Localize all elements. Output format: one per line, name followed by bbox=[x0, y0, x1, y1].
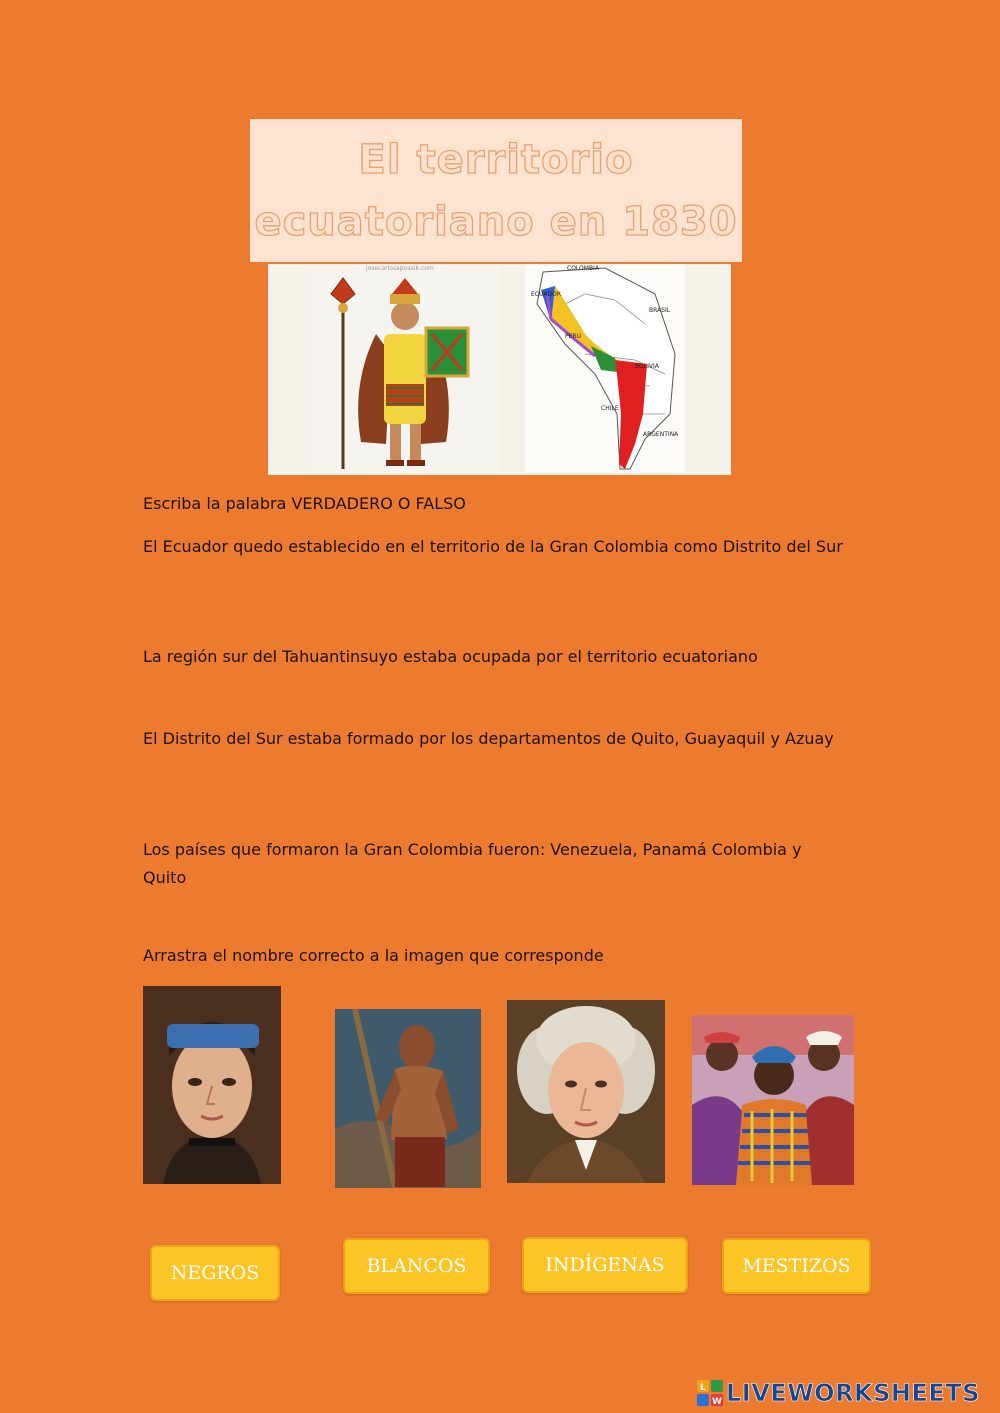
statement-1: El Ecuador quedo establecido en el territorio de la Gran Colombia como Distrito del Sur bbox=[143, 537, 843, 556]
svg-text:W: W bbox=[712, 1397, 722, 1406]
statement-2: La región sur del Tahuantinsuyo estaba ocupada por el territorio ecuatoriano bbox=[143, 647, 758, 666]
photo-african-descent-women bbox=[692, 1015, 854, 1185]
heading-prefix: Escriba la palabra bbox=[143, 494, 292, 513]
page-title-line-2: ecuatoriano en 1830 bbox=[254, 198, 738, 245]
svg-text:ARGENTINA: ARGENTINA bbox=[643, 431, 679, 438]
drag-heading: Arrastra el nombre correcto a la imagen que corresponde bbox=[143, 946, 604, 965]
svg-text:PERU: PERU bbox=[565, 333, 581, 340]
statement-4: Los países que formaron la Gran Colombia fueron: Venezuela, Panamá Colombia y Quito bbox=[143, 840, 802, 887]
chip-blancos[interactable]: BLANCOS bbox=[343, 1238, 490, 1294]
svg-text:BRASIL: BRASIL bbox=[649, 307, 671, 314]
svg-text:CHILE: CHILE bbox=[601, 405, 619, 412]
south-america-map bbox=[525, 264, 685, 472]
portrait-indigenous-worker bbox=[335, 1009, 481, 1188]
svg-text:BOLIVIA: BOLIVIA bbox=[635, 363, 659, 370]
heading-emphasis: VERDADERO O FALSO bbox=[291, 494, 466, 513]
hero-image-strip bbox=[268, 264, 731, 475]
brand-name: LIVEWORKSHEETS bbox=[726, 1379, 980, 1407]
svg-text:ECUADOR: ECUADOR bbox=[531, 291, 561, 298]
title-box bbox=[250, 119, 742, 262]
inca-warrior-illustration bbox=[306, 264, 501, 472]
svg-text:L: L bbox=[700, 1383, 706, 1393]
portrait-mestiza-woman bbox=[143, 986, 281, 1184]
figure-caption: josecarlosapvasik.com bbox=[366, 265, 434, 272]
svg-text:COLOMBIA: COLOMBIA bbox=[567, 265, 599, 272]
true-false-heading bbox=[143, 490, 843, 518]
liveworksheets-brand bbox=[697, 1378, 980, 1408]
chip-mestizos[interactable]: MESTIZOS bbox=[722, 1238, 871, 1294]
page-title-line-1: El territorio bbox=[358, 136, 634, 183]
chip-indigenas[interactable]: INDÍGENAS bbox=[522, 1237, 688, 1293]
portrait-white-man bbox=[507, 1000, 665, 1183]
liveworksheets-logo-icon bbox=[697, 1380, 723, 1406]
statement-3: El Distrito del Sur estaba formado por los departamentos de Quito, Guayaquil y Azuay bbox=[143, 729, 834, 748]
chip-negros[interactable]: NEGROS bbox=[150, 1245, 280, 1301]
